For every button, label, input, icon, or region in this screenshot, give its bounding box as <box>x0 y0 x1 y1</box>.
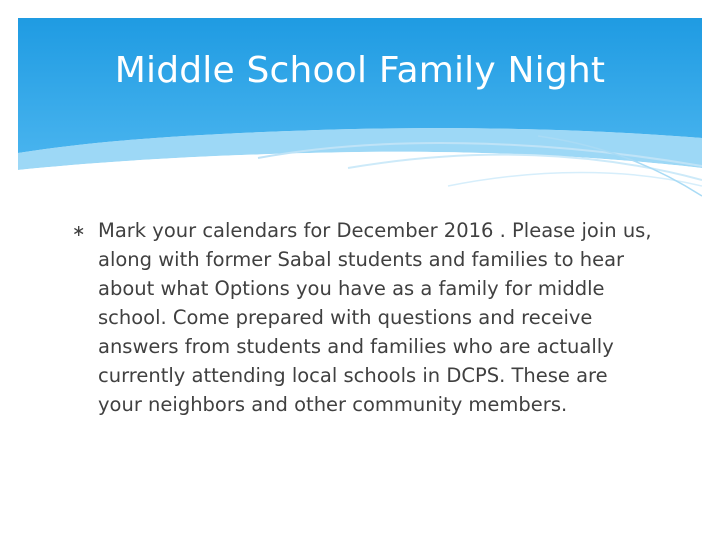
header-wave-graphic <box>18 18 702 208</box>
slide-body <box>72 216 652 419</box>
bullet-item <box>72 216 652 419</box>
asterisk-bullet-icon: ∗ <box>72 221 86 240</box>
bullet-text: Mark your calendars for December 2016 . Please join us, along with former Sabal students and families to hear about what Options you have as a family for middle school. Come prepared with questions and receive answers from students and families who are actually currently attending local schools in DCPS. These are your neighbors and other community members. <box>98 219 652 416</box>
header-banner <box>18 18 702 208</box>
slide-title: Middle School Family Night <box>114 50 606 91</box>
